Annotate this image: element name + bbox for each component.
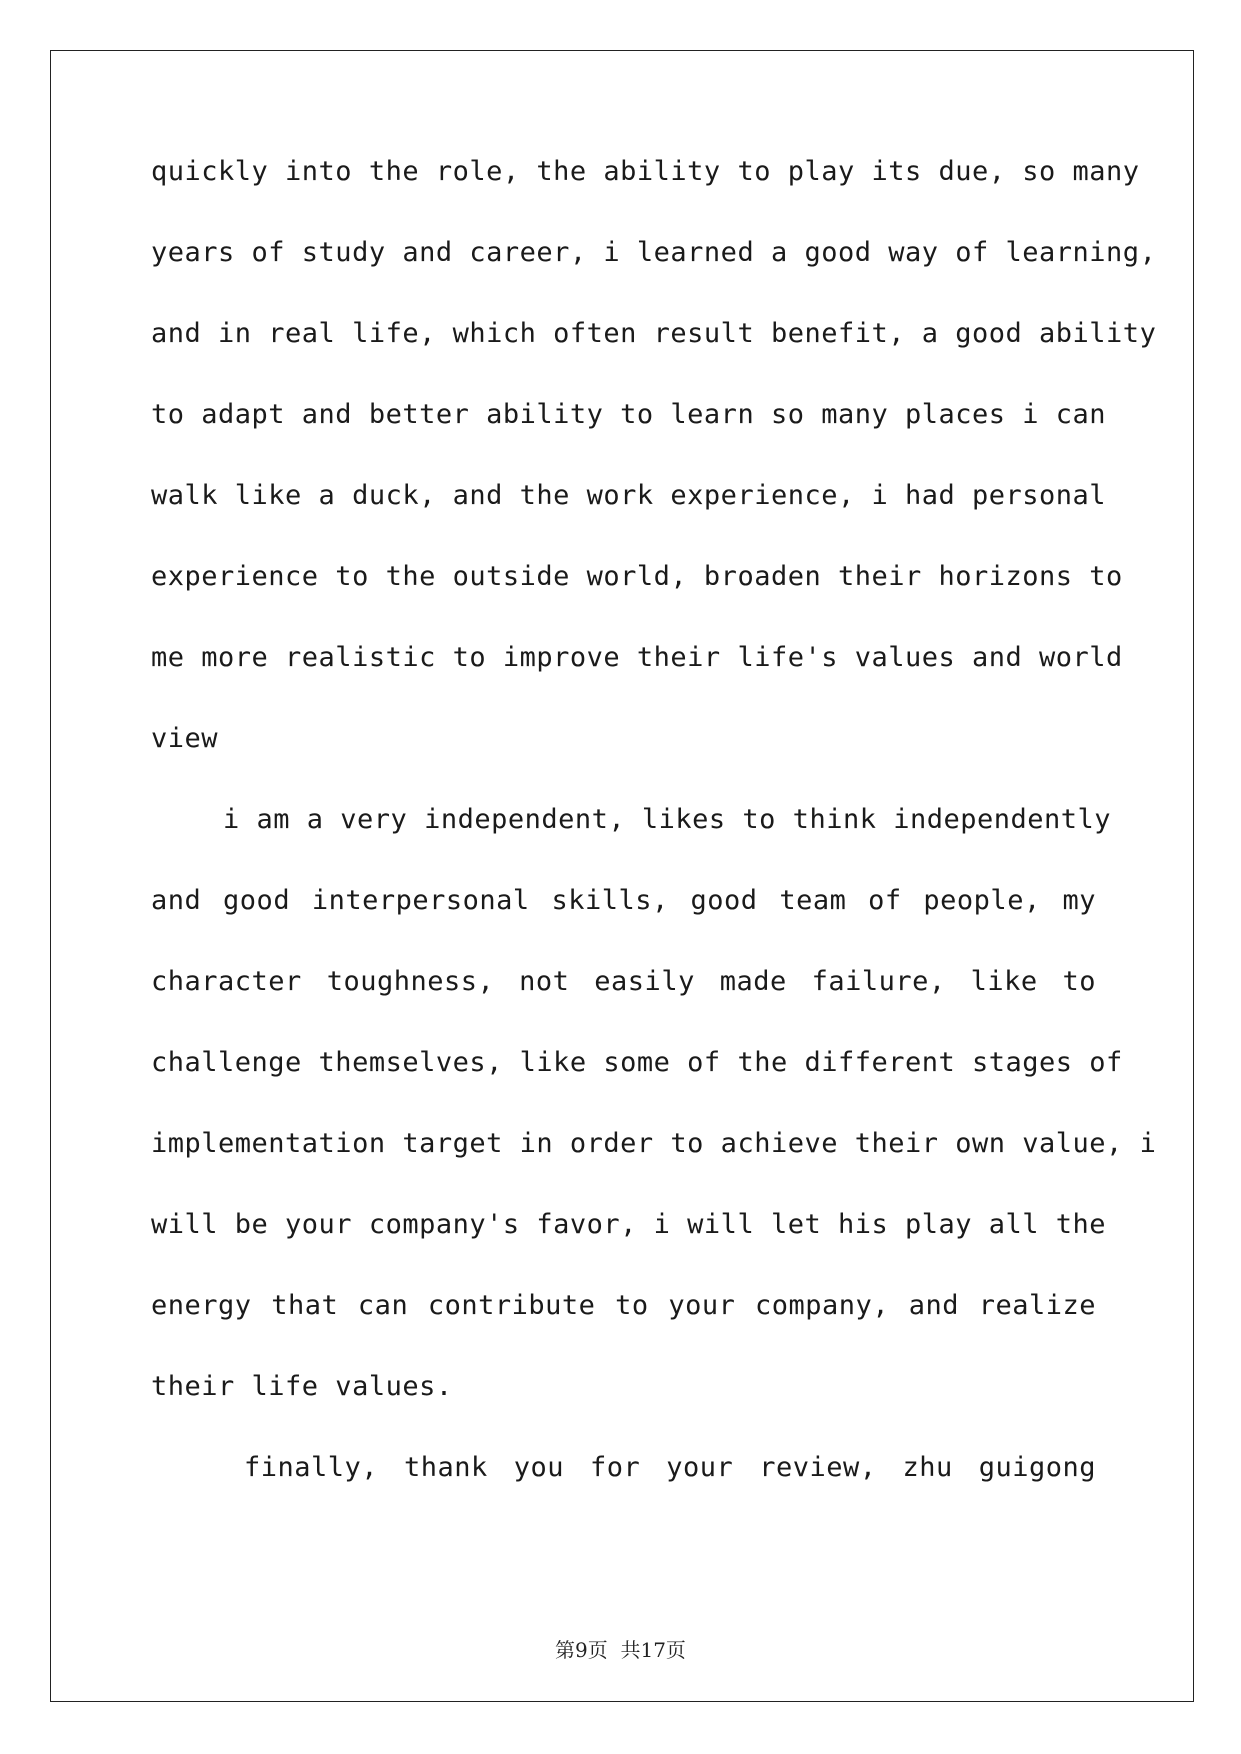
text-line: walk like a duck, and the work experience, i had personal: [151, 480, 1107, 511]
text-line: their life values.: [151, 1371, 453, 1402]
text-line: challenge themselves, like some of the different stages of: [151, 1047, 1123, 1078]
text-line: experience to the outside world, broaden their horizons to: [151, 561, 1123, 592]
text-line: view: [151, 723, 219, 754]
text-line: finally, thank you for your review, zhu guigong: [244, 1452, 1096, 1483]
text-line: years of study and career, i learned a good way of learning,: [151, 237, 1157, 268]
text-line: energy that can contribute to your company, and realize: [151, 1290, 1096, 1321]
text-line: quickly into the role, the ability to play its due, so many: [151, 156, 1140, 187]
text-line: me more realistic to improve their life's values and world: [151, 642, 1123, 673]
page-number-label: 第9页 共17页: [555, 1638, 686, 1662]
text-line: will be your company's favor, i will let his play all the: [151, 1209, 1107, 1240]
text-line: and in real life, which often result benefit, a good ability: [151, 318, 1157, 349]
text-line: implementation target in order to achieve their own value, i: [151, 1128, 1157, 1159]
text-line: and good interpersonal skills, good team of people, my: [151, 885, 1096, 916]
text-line: i am a very independent, likes to think independently: [223, 804, 1112, 835]
page-footer: [0, 1634, 1241, 1663]
text-line: to adapt and better ability to learn so many places i can: [151, 399, 1107, 430]
text-line: character toughness, not easily made failure, like to: [151, 966, 1096, 997]
